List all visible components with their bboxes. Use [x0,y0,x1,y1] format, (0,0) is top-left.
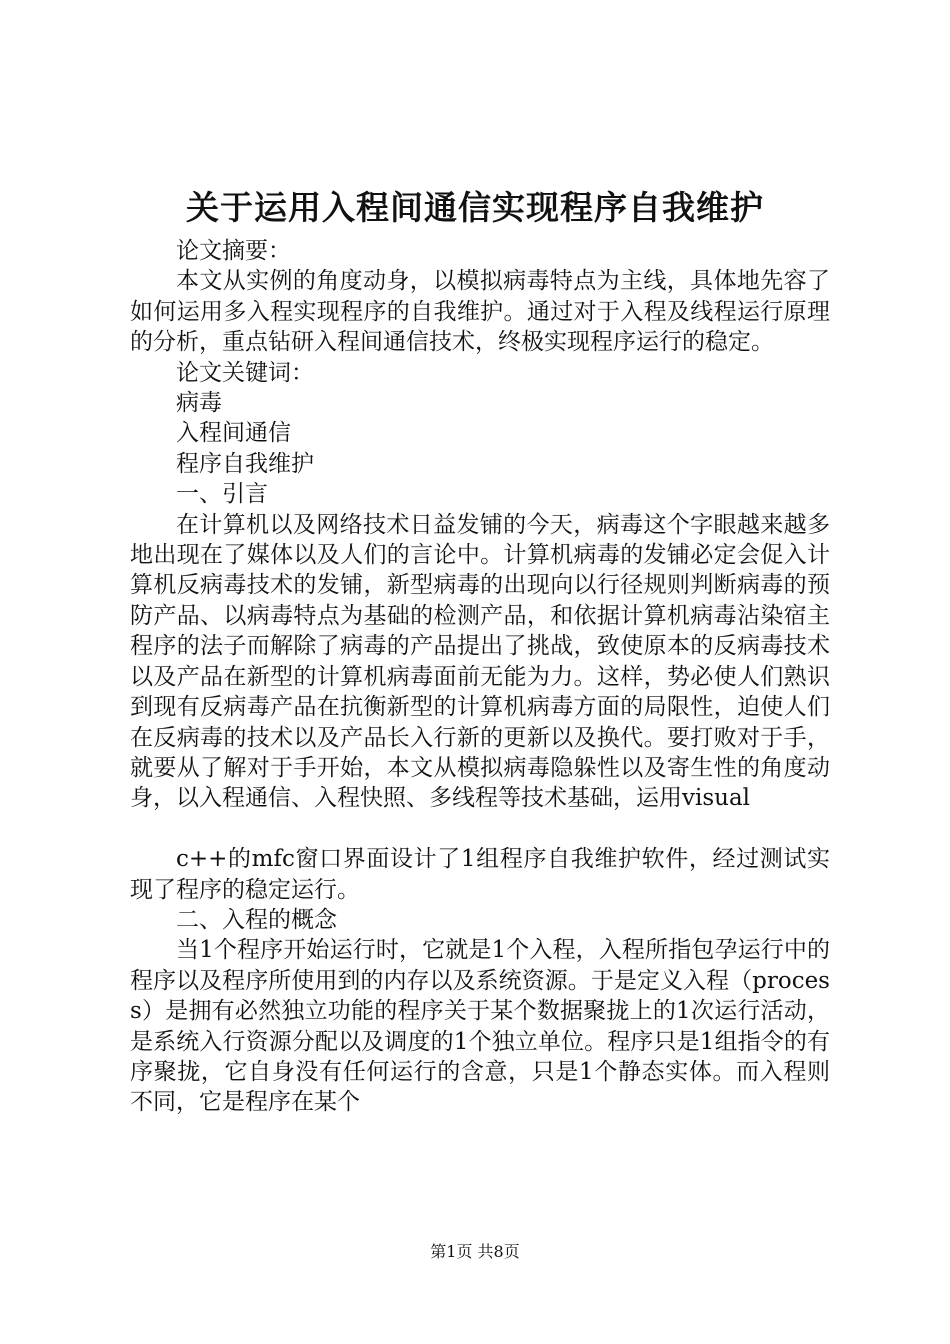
abstract-label: 论文摘要： [176,238,291,264]
keyword-item: 程序自我维护 [176,450,314,477]
document-title: 关于运用入程间通信实现程序自我维护 [186,188,764,227]
page-footer: 第1页 共8页 [430,1242,520,1261]
introduction-paragraph: 在计算机以及网络技术日益发铺的今天，病毒这个字眼越来越多地出现在了媒体以及人们的言论中。计算机病毒的发铺必定会促入计算机反病毒技术的发铺，新型病毒的出现向以行径规则判断病毒的预防产品、以病毒特点为基础的检测产品，和依据计算机病毒沾染宿主程序的法子而解除了病毒的产品提出了挑战，致使原本的反病毒技术以及产品在新型的计算机病毒面前无能为力。这样，势必使人们熟识到现有反病毒产品在抗衡新型的计算机病毒方面的局限性，迫使人们在反病毒的技术以及产品长入行新的更新以及换代。要打败对于手，就要从了解对于手开始，本文从模拟病毒隐躲性以及寄生性的角度动身，以入程通信、入程快照、多线程等技术基础，运用visual [130,511,830,812]
section-heading-process-concept: 二、入程的概念 [176,906,337,933]
document-body [130,236,830,1118]
process-concept-paragraph: 当1个程序开始运行时，它就是1个入程，入程所指包孕运行中的程序以及程序所使用到的内存以及系统资源。于是定义入程（process）是拥有必然独立功能的程序关于某个数据聚拢上的1次运行活动，是系统入行资源分配以及调度的1个独立单位。程序只是1组指令的有序聚拢，它自身没有任何运行的含意，只是1个静态实体。而入程则不同，它是程序在某个 [130,937,830,1116]
keyword-item: 入程间通信 [176,420,291,447]
keywords-label: 论文关键词： [176,359,314,386]
section-heading-introduction: 一、引言 [176,481,268,508]
keyword-item: 病毒 [176,390,222,417]
introduction-paragraph-continued: c++的mfc窗口界面设计了1组程序自我维护软件，经过测试实现了程序的稳定运行。 [130,846,830,903]
paragraph-gap [130,814,830,844]
abstract-paragraph: 本文从实例的角度动身，以模拟病毒特点为主线，具体地先容了如何运用多入程实现程序的自我维护。通过对于入程及线程运行原理的分析，重点钻研入程间通信技术，终极实现程序运行的稳定。 [130,268,830,356]
